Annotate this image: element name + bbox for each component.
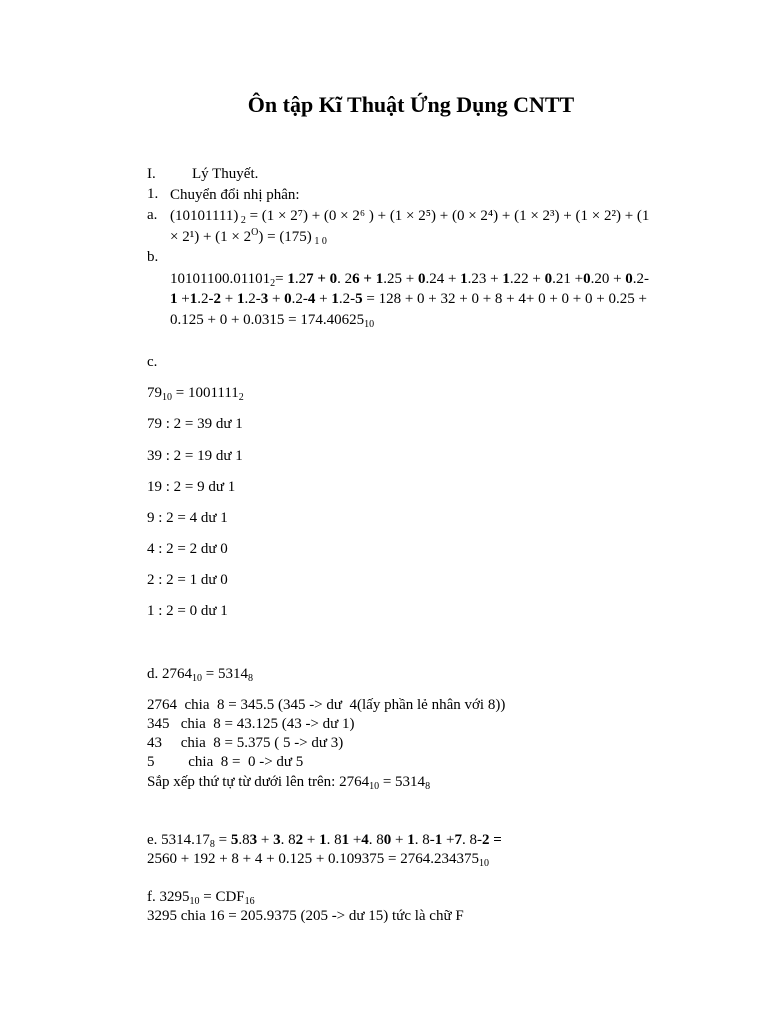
item-f-heading: f. $3295_{10} = CDF_{16}$	[147, 889, 255, 907]
item-c-step: 2 : 2 = 1 dư 0	[147, 572, 228, 588]
item-f-line: 3295 chia 16 = 205.9375 (205 -> dư 15) tức là chữ F	[147, 908, 464, 924]
item-b-line-1: $10101100.01101_2= 1.27 + 0$. 26 + 1.25 + 0.24 + 1.23 + 1.22 + 0.21 +0.20 + 0.2-	[170, 271, 650, 289]
item-d-line: 345 chia 8 = 43.125 (43 -> dư 1)	[147, 716, 355, 732]
subsection-title: Chuyển đổi nhị phân:	[170, 187, 300, 203]
page-title: Ôn tập Kĩ Thuật Ứng Dụng CNTT	[247, 92, 575, 117]
item-d-summary: Sắp xếp thứ tự từ dưới lên trên: $2764_{10} = 5314_8$	[147, 774, 431, 792]
item-c-result: $79_{10} = 1001111_2$	[147, 385, 244, 403]
item-c-step: 1 : 2 = 0 dư 1	[147, 603, 228, 619]
item-d-line: 5 chia 8 = 0 -> dư 5	[147, 754, 304, 770]
item-d-line: 43 chia 8 = 5.375 ( 5 -> dư 3)	[147, 735, 344, 751]
item-c-step: 19 : 2 = 9 dư 1	[147, 479, 236, 495]
item-c-step: 4 : 2 = 2 dư 0	[147, 541, 228, 557]
item-c-step: 79 : 2 = 39 dư 1	[147, 416, 243, 432]
item-c-step: 39 : 2 = 19 dư 1	[147, 448, 243, 464]
item-b-line-2: 1 +1.2-2 + 1.2-3 + 0.2-4 + 1.2-5 = 128 + 0 + 32 + 0 + 8 + 4+ 0 + 0 + 0 + 0.25 +	[170, 291, 647, 307]
section-title: Lý Thuyết.	[192, 166, 259, 182]
item-b-line-3: $0.125 + 0 + 0.0315 = 174.40625_{10}$	[170, 312, 375, 330]
item-a-line-2: × $2^1) + (1 \times 2^O) = (175)$ $_{1 0}$	[170, 227, 327, 247]
item-c-step: 9 : 2 = 4 dư 1	[147, 510, 228, 526]
item-b-marker: b.	[147, 249, 159, 265]
item-a-line-1: (10101111) $_2$ = (1 × 2⁷) + (0 × 2⁶ ) + (1 × 2⁵) + (0 × 2⁴) + (1 × 2³) + (1 × 2²) + (1	[170, 208, 650, 226]
item-e-marker: e.	[147, 832, 158, 848]
section-number: I.	[147, 166, 156, 182]
item-e-result: $2560 + 192 + 8 + 4 + 0.125 + 0.109375 = 2764.234375_{10}$	[147, 851, 490, 869]
item-d-marker: d.	[147, 666, 159, 682]
item-f-marker: f.	[147, 889, 156, 905]
subsection-number: 1.	[147, 186, 159, 202]
item-d-line: 2764 chia 8 = 345.5 (345 -> dư 4(lấy phần lẻ nhân với 8))	[147, 697, 506, 713]
item-d-heading: d. $2764_{10} = 5314_8$	[147, 666, 253, 684]
item-e-heading: e. $5314.17_8 = 5.83 + 3$. 82 + 1. 81 +4. 80 + 1. 8-1 +7. 8-2 =	[147, 832, 502, 850]
item-a-marker: a.	[147, 207, 158, 223]
section-heading	[147, 165, 259, 184]
item-c-marker: c.	[147, 354, 158, 370]
